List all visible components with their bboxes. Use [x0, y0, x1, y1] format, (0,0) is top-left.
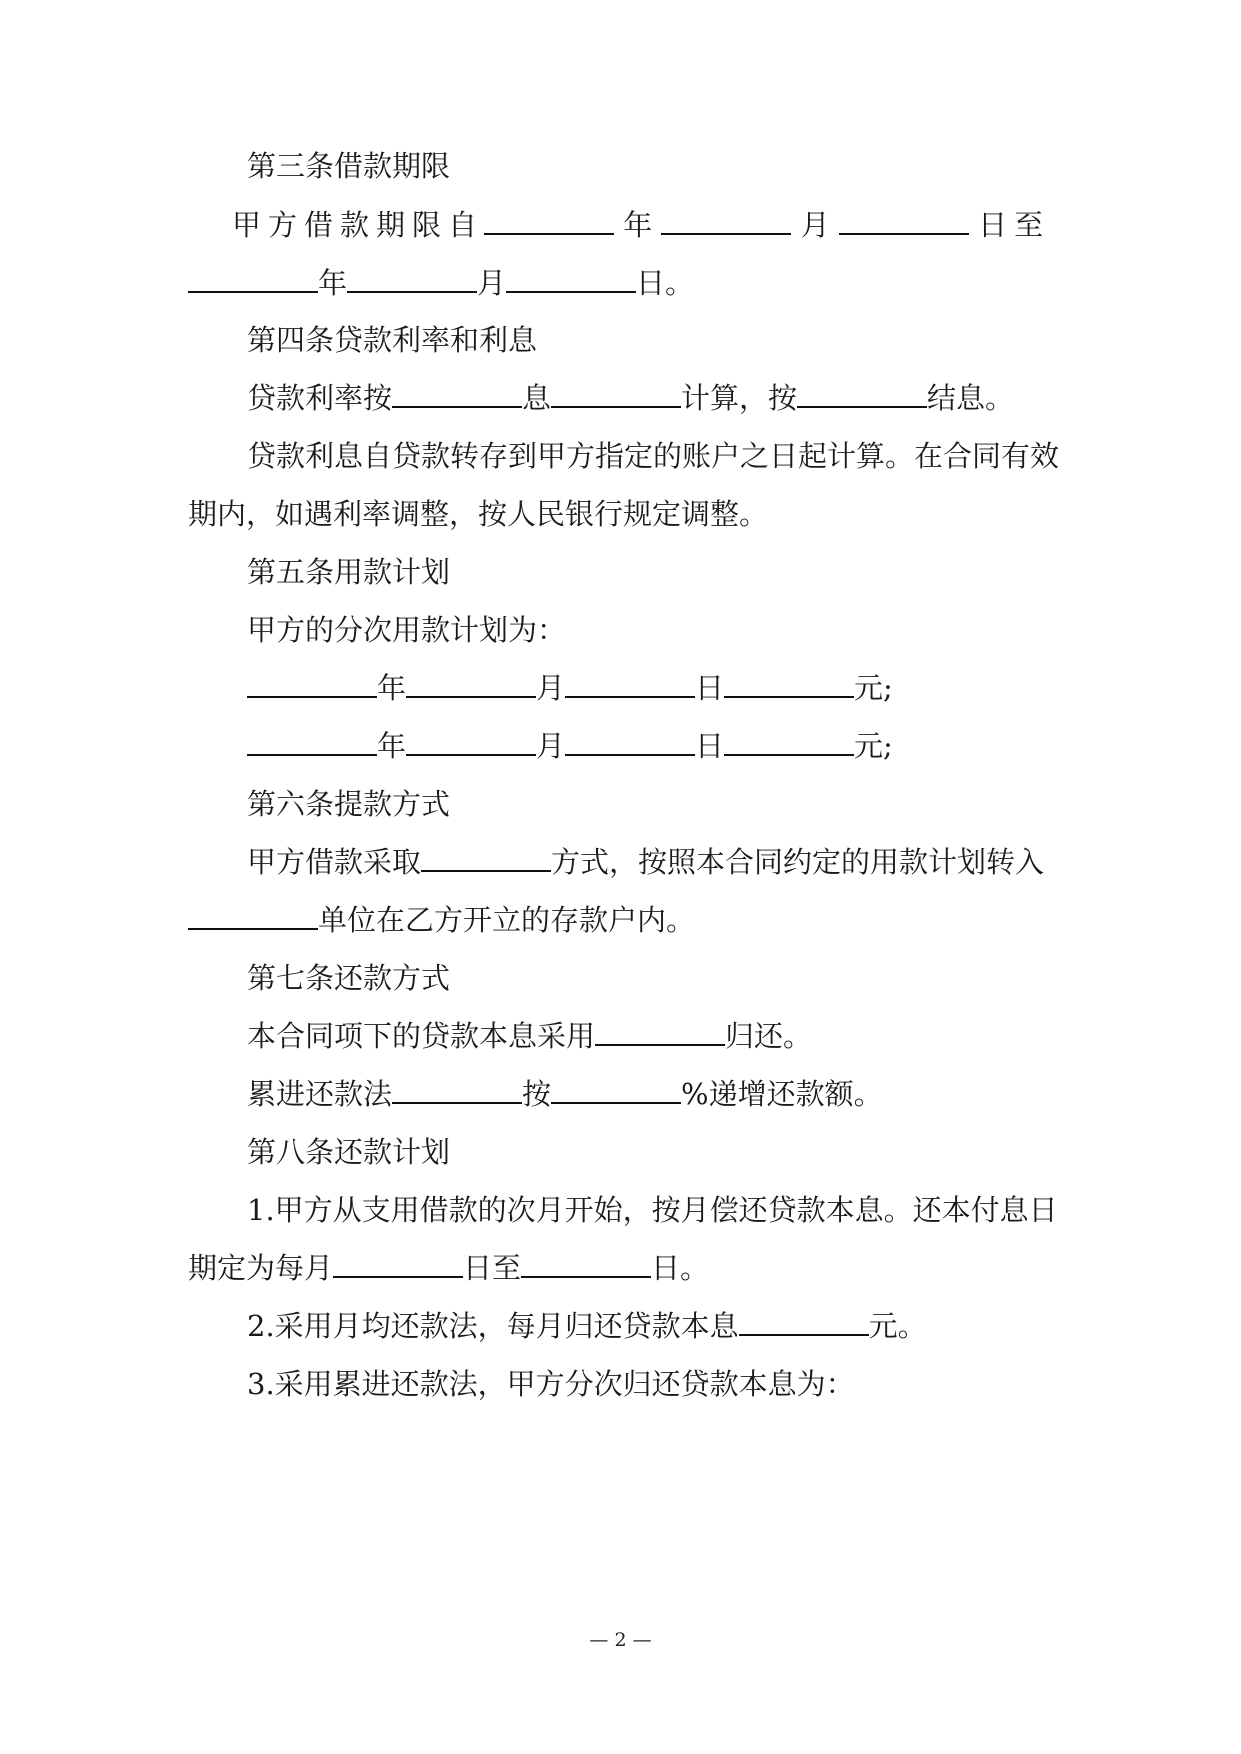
blank-field[interactable] [421, 844, 551, 872]
blank-field[interactable] [247, 728, 377, 756]
blank-field[interactable] [724, 728, 854, 756]
article-3-paragraph-line-2: 年 月 日。 [188, 263, 694, 303]
article-6-title: 第六条提款方式 [247, 787, 451, 821]
article-8-item-2: 2.采用月均还款法，每月归还贷款本息 元。 [247, 1309, 927, 1343]
blank-field[interactable] [521, 1250, 651, 1278]
article-7-paragraph-1: 本合同项下的贷款本息采用 归还。 [247, 1019, 813, 1053]
article-6-paragraph-line-2: 单位在乙方开立的存款户内。 [188, 900, 695, 940]
article-4-title: 第四条贷款利率和利息 [247, 323, 538, 357]
article-6-paragraph-line-1: 甲方借款采取 方式，按照本合同约定的用款计划转入 [247, 845, 1045, 879]
blank-field[interactable] [188, 265, 318, 293]
blank-field[interactable] [595, 1018, 725, 1046]
article-3-paragraph-line-1: 甲方借款期限自 年 月 日至 [232, 208, 1051, 242]
blank-field[interactable] [565, 670, 695, 698]
blank-field[interactable] [406, 670, 536, 698]
plan-row-1: 年 月 日 元; [247, 668, 893, 708]
article-8-item-3: 3.采用累进还款法，甲方分次归还贷款本息为： [247, 1367, 855, 1401]
blank-field[interactable] [484, 207, 614, 235]
article-7-title: 第七条还款方式 [247, 961, 451, 995]
article-3-title: 第三条借款期限 [247, 149, 451, 183]
blank-field[interactable] [551, 1076, 681, 1104]
blank-field[interactable] [551, 380, 681, 408]
blank-field[interactable] [392, 1076, 522, 1104]
blank-field[interactable] [247, 670, 377, 698]
article-5-paragraph-1: 甲方的分次用款计划为： [247, 613, 567, 647]
blank-field[interactable] [347, 265, 477, 293]
article-4-paragraph-2-line-1: 贷款利息自贷款转存到甲方指定的账户之日起计算。在合同有效 [247, 439, 1060, 473]
blank-field[interactable] [565, 728, 695, 756]
blank-field[interactable] [739, 1308, 869, 1336]
article-8-item-1-line-2: 期定为每月 日至 日。 [188, 1251, 710, 1285]
blank-field[interactable] [797, 380, 927, 408]
article-8-item-1-line-1: 1.甲方从支用借款的次月开始，按月偿还贷款本息。还本付息日 [247, 1193, 1058, 1227]
page-number: — 2 — [589, 1629, 652, 1651]
plan-row-2: 年 月 日 元; [247, 726, 893, 766]
blank-field[interactable] [661, 207, 791, 235]
article-4-paragraph-1: 贷款利率按 息 计算，按 结息。 [247, 381, 1015, 415]
blank-field[interactable] [406, 728, 536, 756]
article-7-paragraph-2: 累进还款法 按 %递增还款额。 [247, 1077, 883, 1111]
article-4-paragraph-2-line-2: 期内，如遇利率调整，按人民银行规定调整。 [188, 497, 769, 531]
blank-field[interactable] [724, 670, 854, 698]
article-8-title: 第八条还款计划 [247, 1135, 451, 1169]
blank-field[interactable] [839, 207, 969, 235]
blank-field[interactable] [333, 1250, 463, 1278]
blank-field[interactable] [392, 380, 522, 408]
blank-field[interactable] [506, 265, 636, 293]
blank-field[interactable] [188, 902, 318, 930]
article-5-title: 第五条用款计划 [247, 555, 451, 589]
